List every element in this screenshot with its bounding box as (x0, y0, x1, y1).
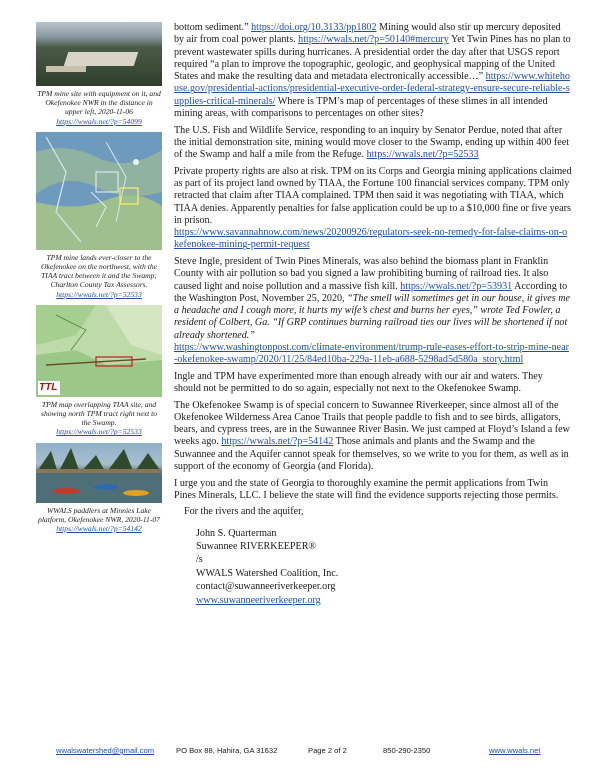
figure-caption (36, 506, 162, 534)
caption-link[interactable]: https://wwals.net/?p=54099 (56, 116, 142, 126)
letter-body (174, 22, 572, 607)
figure-caption (36, 253, 162, 299)
wwals-link[interactable]: https://wwals.net/?p=52533 (366, 149, 479, 161)
figure-sidebar (36, 22, 162, 539)
caption-text: TPM map overlapping TIAA site, and showing north TPM tract right next to the Swamp. (40, 399, 158, 428)
caption-text: TPM mine site with equipment on it, and Okefenokee NWR in the distance in upper left, 2020-11-06 (37, 89, 161, 117)
whitehouse-link[interactable]: https://www.whitehouse.gov/presidential-actions/presidential-executive-order-federal-strategy-ensure-secure-reliable-supplies-critical-minerals/ (174, 71, 570, 107)
figure-paddlers (36, 443, 162, 534)
map-graphic (36, 132, 162, 250)
mine-pad-shape (64, 52, 139, 66)
signer-name: John S. Quarterman (196, 527, 277, 539)
figure-mine-site (36, 22, 162, 126)
ttl-logo: TTL (39, 381, 58, 393)
paragraph-property-rights (174, 166, 572, 252)
caption-link[interactable]: https://wwals.net/?p=52533 (56, 427, 142, 437)
body-text: Private property rights are also at risk. TPM on its Corps and Georgia mining applications claimed as part of its project land owned by TIAA, the Fortune 100 financial services company. TPM only retracted that claim after TIAA complained. TPM then said it was negotiating with TIAA, which TIAA denies. Apparently penalties for false application could be up to a $10,000 fine or five years in prison. (174, 165, 572, 226)
paragraph-sediment (174, 22, 572, 120)
doi-link[interactable]: https://doi.org/10.3133/pp1802 (251, 22, 377, 33)
quotation: “The smell will sometimes get in our house, it gives me a headache and I cough more, it hurts my wife’s chest and burns her eyes,” wrote Ted Fowler, a resident of Colbert, Ga. “If GRP continues burning railroad ties our lives will be shortened if not already shortened.” (174, 292, 570, 341)
footer-phone: 850-290-2350 (383, 746, 431, 755)
signer-website-link[interactable]: www.suwanneeriverkeeper.org (196, 594, 321, 606)
body-text: The Okefenokee Swamp is of special concern to Suwannee Riverkeeper, since almost all of the Okefenokee Wilderness Area Canoe Trails that people paddle to fish and to see birds, alligators, bears, and cypress trees, are in the Suwannee River Basin. We just camped at Floyd’s Island a few weeks ago. (174, 399, 570, 448)
body-text: Where is TPM’s map of percentages of these slimes in all intended mining areas, with comparisons to percentages on other sites? (174, 95, 548, 120)
paragraph-urge (174, 478, 572, 503)
mine-equipment-shape (46, 66, 86, 72)
paragraph-experimented (174, 371, 572, 396)
figure-tax-map (36, 132, 162, 299)
washingtonpost-link[interactable]: https://www.washingtonpost.com/climate-environment/trump-rule-eases-effort-to-strip-mine-near-okefenokee-swamp/2020/11/25/84ed10ba-229a-11eb-a688-5298ad5d580a_story.html (174, 341, 569, 366)
figure-tpm-map (36, 305, 162, 437)
mercury-link[interactable]: https://wwals.net/?p=50140#mercury (298, 34, 449, 46)
body-text: Ingle and TPM have experimented more than enough already with our air and waters. They should not be permitted to do so again, especially not next to the Okefenokee Swamp. (174, 370, 543, 395)
figure-caption (36, 89, 162, 126)
signer-title: Suwannee RIVERKEEPER® (196, 541, 317, 552)
paddlers-photo (36, 443, 162, 503)
page-footer (0, 746, 600, 760)
wwals-link[interactable]: https://wwals.net/?p=54142 (221, 436, 334, 448)
signature-block (174, 527, 572, 607)
body-text: Mining would also stir up mercury deposited by air from coal power plants. (174, 22, 561, 46)
mine-site-photo (36, 22, 162, 86)
body-text: bottom sediment.” (174, 22, 252, 33)
tpm-overlay-map (36, 305, 162, 397)
tax-assessor-map (36, 132, 162, 250)
figure-caption (36, 400, 162, 437)
footer-address: PO Box 88, Hahira, GA 31632 (176, 746, 278, 755)
body-text: Steve Ingle, president of Twin Pines Minerals, was also behind the biomass plant in Franklin County with air pollution so bad you signed a law prohibiting burning of railroad ties. It also caused light and noise pollution and a massive fish kill. (174, 255, 549, 292)
savannahnow-link[interactable]: https://www.savannahnow.com/news/20200926/regulators-seek-no-remedy-for-false-claims-on-okefenokee-mining-permit-request (174, 227, 568, 251)
body-text: The U.S. Fish and Wildlife Service, responding to an inquiry by Senator Perdue, noted that after the initial demonstration site, mining would move closer to the Swamp, ending up within 400 feet of the Swamp and half a mile from the Refuge. (174, 124, 569, 161)
paragraph-ingle (174, 256, 572, 367)
body-text: I urge you and the state of Georgia to thoroughly examine the permit applications from Twin Pines Minerals, LLC. I believe the state will find the evidence supports rejecting those permits. (174, 477, 559, 501)
caption-link[interactable]: https://wwals.net/?p=54142 (56, 524, 142, 534)
signature-mark: /s (196, 554, 203, 566)
body-text: According to the Washington Post, November 25, 2020, (174, 280, 568, 304)
paragraph-okefenokee (174, 400, 572, 474)
body-text: Those animals and plants and the Swamp and the Suwannee and the Aquifer cannot speak for themselves, so we write to you for them, as well as in support of the economy of Georgia (and Florida). (174, 436, 569, 473)
signer-org: WWALS Watershed Coalition, Inc. (196, 567, 339, 579)
caption-text: WWALS paddlers at Minnies Lake platform, Okefenokee NWR, 2020-11-07 (38, 505, 160, 524)
wwals-link[interactable]: https://wwals.net/?p=53931 (400, 280, 513, 292)
footer-page-number: Page 2 of 2 (308, 746, 347, 755)
footer-email-link[interactable]: wwalswatershed@gmail.com (56, 746, 155, 755)
photo-graphic (36, 443, 162, 503)
caption-link[interactable]: https://wwals.net/?p=52533 (56, 289, 142, 299)
footer-website-link[interactable]: www.wwals.net (489, 746, 541, 755)
signer-contact: contact@suwanneeriverkeeper.org (196, 581, 336, 593)
body-text: Yet Twin Pines has no plan to prevent wastewater spills during hurricanes. A presidential order the day after that USGS report required “a plan to improve the topographic, geologic, and geophysical mapping of the United States and make the resulting data and metadata electronically accessible…” (174, 34, 571, 83)
closing-line: For the rivers and the aquifer, (184, 506, 304, 518)
paragraph-fws (174, 125, 572, 162)
caption-text: TPM mine lands ever-closer to the Okefenokee on the northwest, with the TIAA tract between it and the Swamp; Charlton County Tax Assessors. (41, 252, 157, 290)
